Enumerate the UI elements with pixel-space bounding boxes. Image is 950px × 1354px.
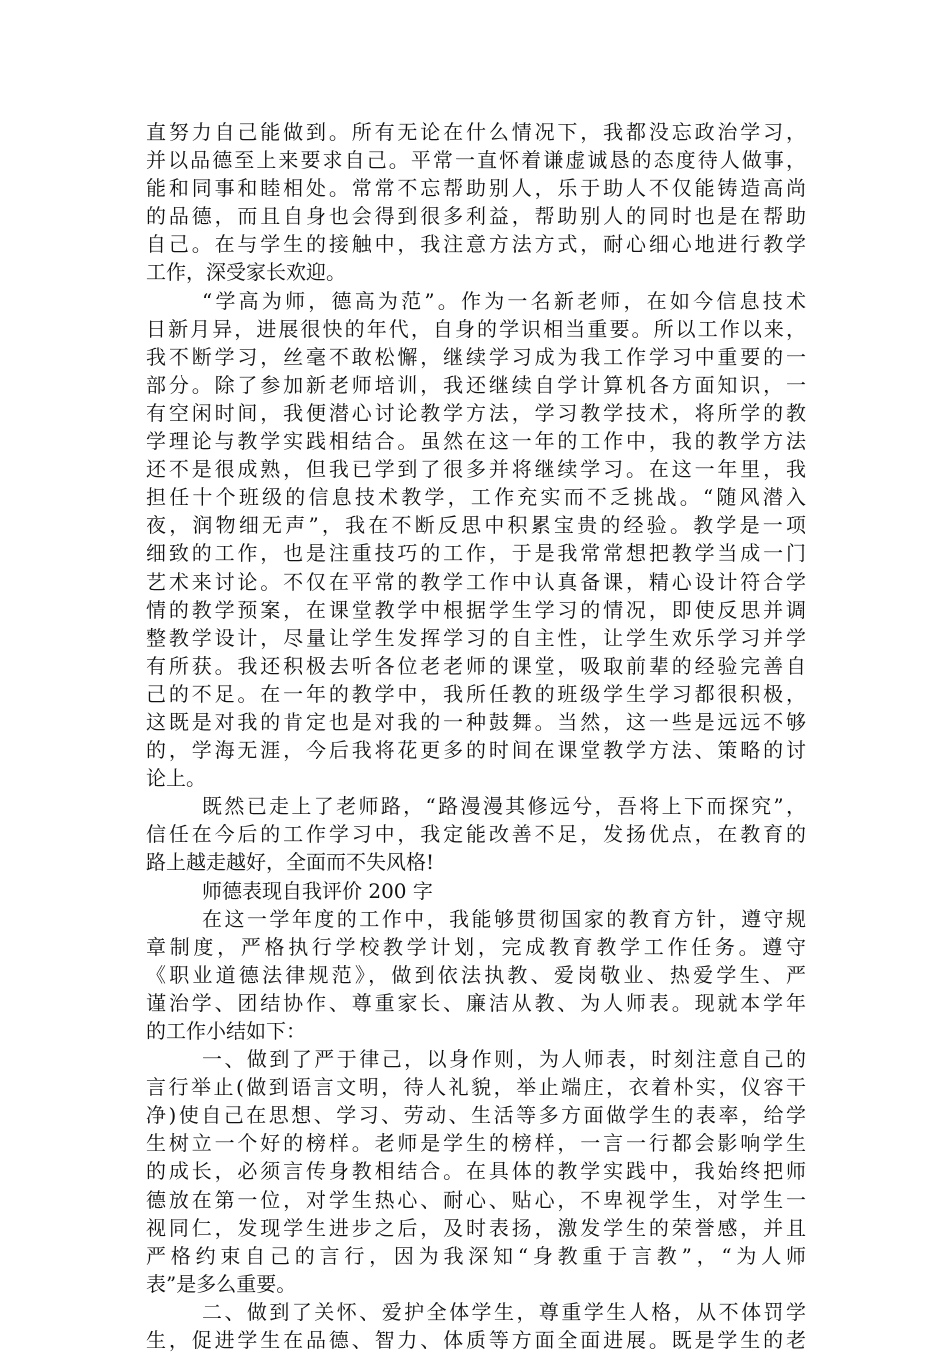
- text-line: 的品德，而且自身也会得到很多利益，帮助别人的同时也是在帮助: [146, 204, 806, 229]
- text-line: 谨治学、团结协作、尊重家长、廉洁从教、为人师表。现就本学年: [146, 990, 806, 1015]
- text-line: 这既是对我的肯定也是对我的一种鼓舞。当然，这一些是远远不够: [146, 709, 806, 734]
- text-line: 并以品德至上来要求自己。平常一直怀着谦虚诚恳的态度待人做事，: [146, 148, 806, 173]
- text-line: 的工作小结如下：: [146, 1019, 306, 1043]
- text-line: 部分。除了参加新老师培训，我还继续自学计算机各方面知识，一: [146, 372, 806, 397]
- text-line: 言行举止(做到语言文明，待人礼貌，举止端庄，衣着朴实，仪容干: [146, 1075, 806, 1100]
- text-line: 有空闲时间，我便潜心讨论教学方法，学习教学技术，将所学的教: [146, 400, 806, 425]
- text-line: 信任在今后的工作学习中，我定能改善不足，发扬优点，在教育的: [146, 822, 806, 847]
- text-line: 章制度，严格执行学校教学计划，完成教育教学工作任务。遵守: [146, 934, 806, 959]
- text-line: 生，促进学生在品德、智力、体质等方面全面进展。既是学生的老: [146, 1328, 806, 1353]
- text-line: “学高为师，德高为范”。作为一名新老师，在如今信息技术: [202, 288, 806, 313]
- text-line: 夜，润物细无声”，我在不断反思中积累宝贵的经验。教学是一项: [146, 513, 806, 538]
- text-line: 工作，深受家长欢迎。: [146, 260, 346, 285]
- text-line: 表”是多么重要。: [146, 1271, 297, 1296]
- text-line: 直努力自己能做到。所有无论在什么情况下，我都没忘政治学习，: [146, 120, 806, 144]
- text-line: 《职业道德法律规范》，做到依法执教、爱岗敬业、热爱学生、严: [146, 962, 806, 987]
- text-line: 艺术来讨论。不仅在平常的教学工作中认真备课，精心设计符合学: [146, 569, 806, 594]
- text-line: 学理论与教学实践相结合。虽然在这一年的工作中，我的教学方法: [146, 429, 806, 454]
- text-line: 担任十个班级的信息技术教学，工作充实而不乏挑战。“随风潜入: [146, 485, 806, 510]
- text-line: 日新月异，进展很快的年代，自身的学识相当重要。所以工作以来，: [146, 316, 806, 341]
- text-line: 在这一学年度的工作中，我能够贯彻国家的教育方针，遵守规: [202, 906, 806, 931]
- text-line: 视同仁，发现学生进步之后，及时表扬，激发学生的荣誉感，并且: [146, 1215, 806, 1240]
- text-line: 情的教学预案，在课堂教学中根据学生学习的情况，即使反思并调: [146, 597, 806, 622]
- text-line: 我不断学习，丝毫不敢松懈，继续学习成为我工作学习中重要的一: [146, 344, 806, 369]
- text-line: 一、做到了严于律己，以身作则，为人师表，时刻注意自己的: [202, 1047, 806, 1072]
- text-line: 的成长，必须言传身教相结合。在具体的教学实践中，我始终把师: [146, 1159, 806, 1184]
- document-body: [146, 118, 806, 1354]
- text-line: 德放在第一位，对学生热心、耐心、贴心，不卑视学生，对学生一: [146, 1187, 806, 1212]
- text-line: 论上。: [146, 766, 206, 791]
- text-line: 生树立一个好的榜样。老师是学生的榜样，一言一行都会影响学生: [146, 1131, 806, 1156]
- text-line: 己的不足。在一年的教学中，我所任教的班级学生学习都很积极，: [146, 681, 806, 706]
- text-line: 路上越走越好，全面而不失风格!: [146, 850, 435, 875]
- text-line: 净)使自己在思想、学习、劳动、生活等多方面做学生的表率，给学: [146, 1103, 806, 1128]
- text-line: 严格约束自己的言行，因为我深知“身教重于言教”，“为人师: [146, 1243, 806, 1268]
- text-line: 整教学设计，尽量让学生发挥学习的自主性，让学生欢乐学习并学: [146, 625, 806, 650]
- text-line: 的，学海无涯，今后我将花更多的时间在课堂教学方法、策略的讨: [146, 738, 806, 763]
- text-line: 自己。在与学生的接触中，我注意方法方式，耐心细心地进行教学: [146, 232, 806, 257]
- text-line: 有所获。我还积极去听各位老老师的课堂，吸取前辈的经验完善自: [146, 653, 806, 678]
- text-line: 还不是很成熟，但我已学到了很多并将继续学习。在这一年里，我: [146, 457, 806, 482]
- text-line: 既然已走上了老师路，“路漫漫其修远兮，吾将上下而探究”，: [202, 794, 806, 819]
- text-line: 细致的工作，也是注重技巧的工作，于是我常常想把教学当成一门: [146, 541, 806, 566]
- text-line: 二、做到了关怀、爱护全体学生，尊重学生人格，从不体罚学: [202, 1299, 806, 1324]
- text-line: 能和同事和睦相处。常常不忘帮助别人，乐于助人不仅能铸造高尚: [146, 176, 806, 201]
- text-line: 师德表现自我评价 200 字: [202, 878, 433, 903]
